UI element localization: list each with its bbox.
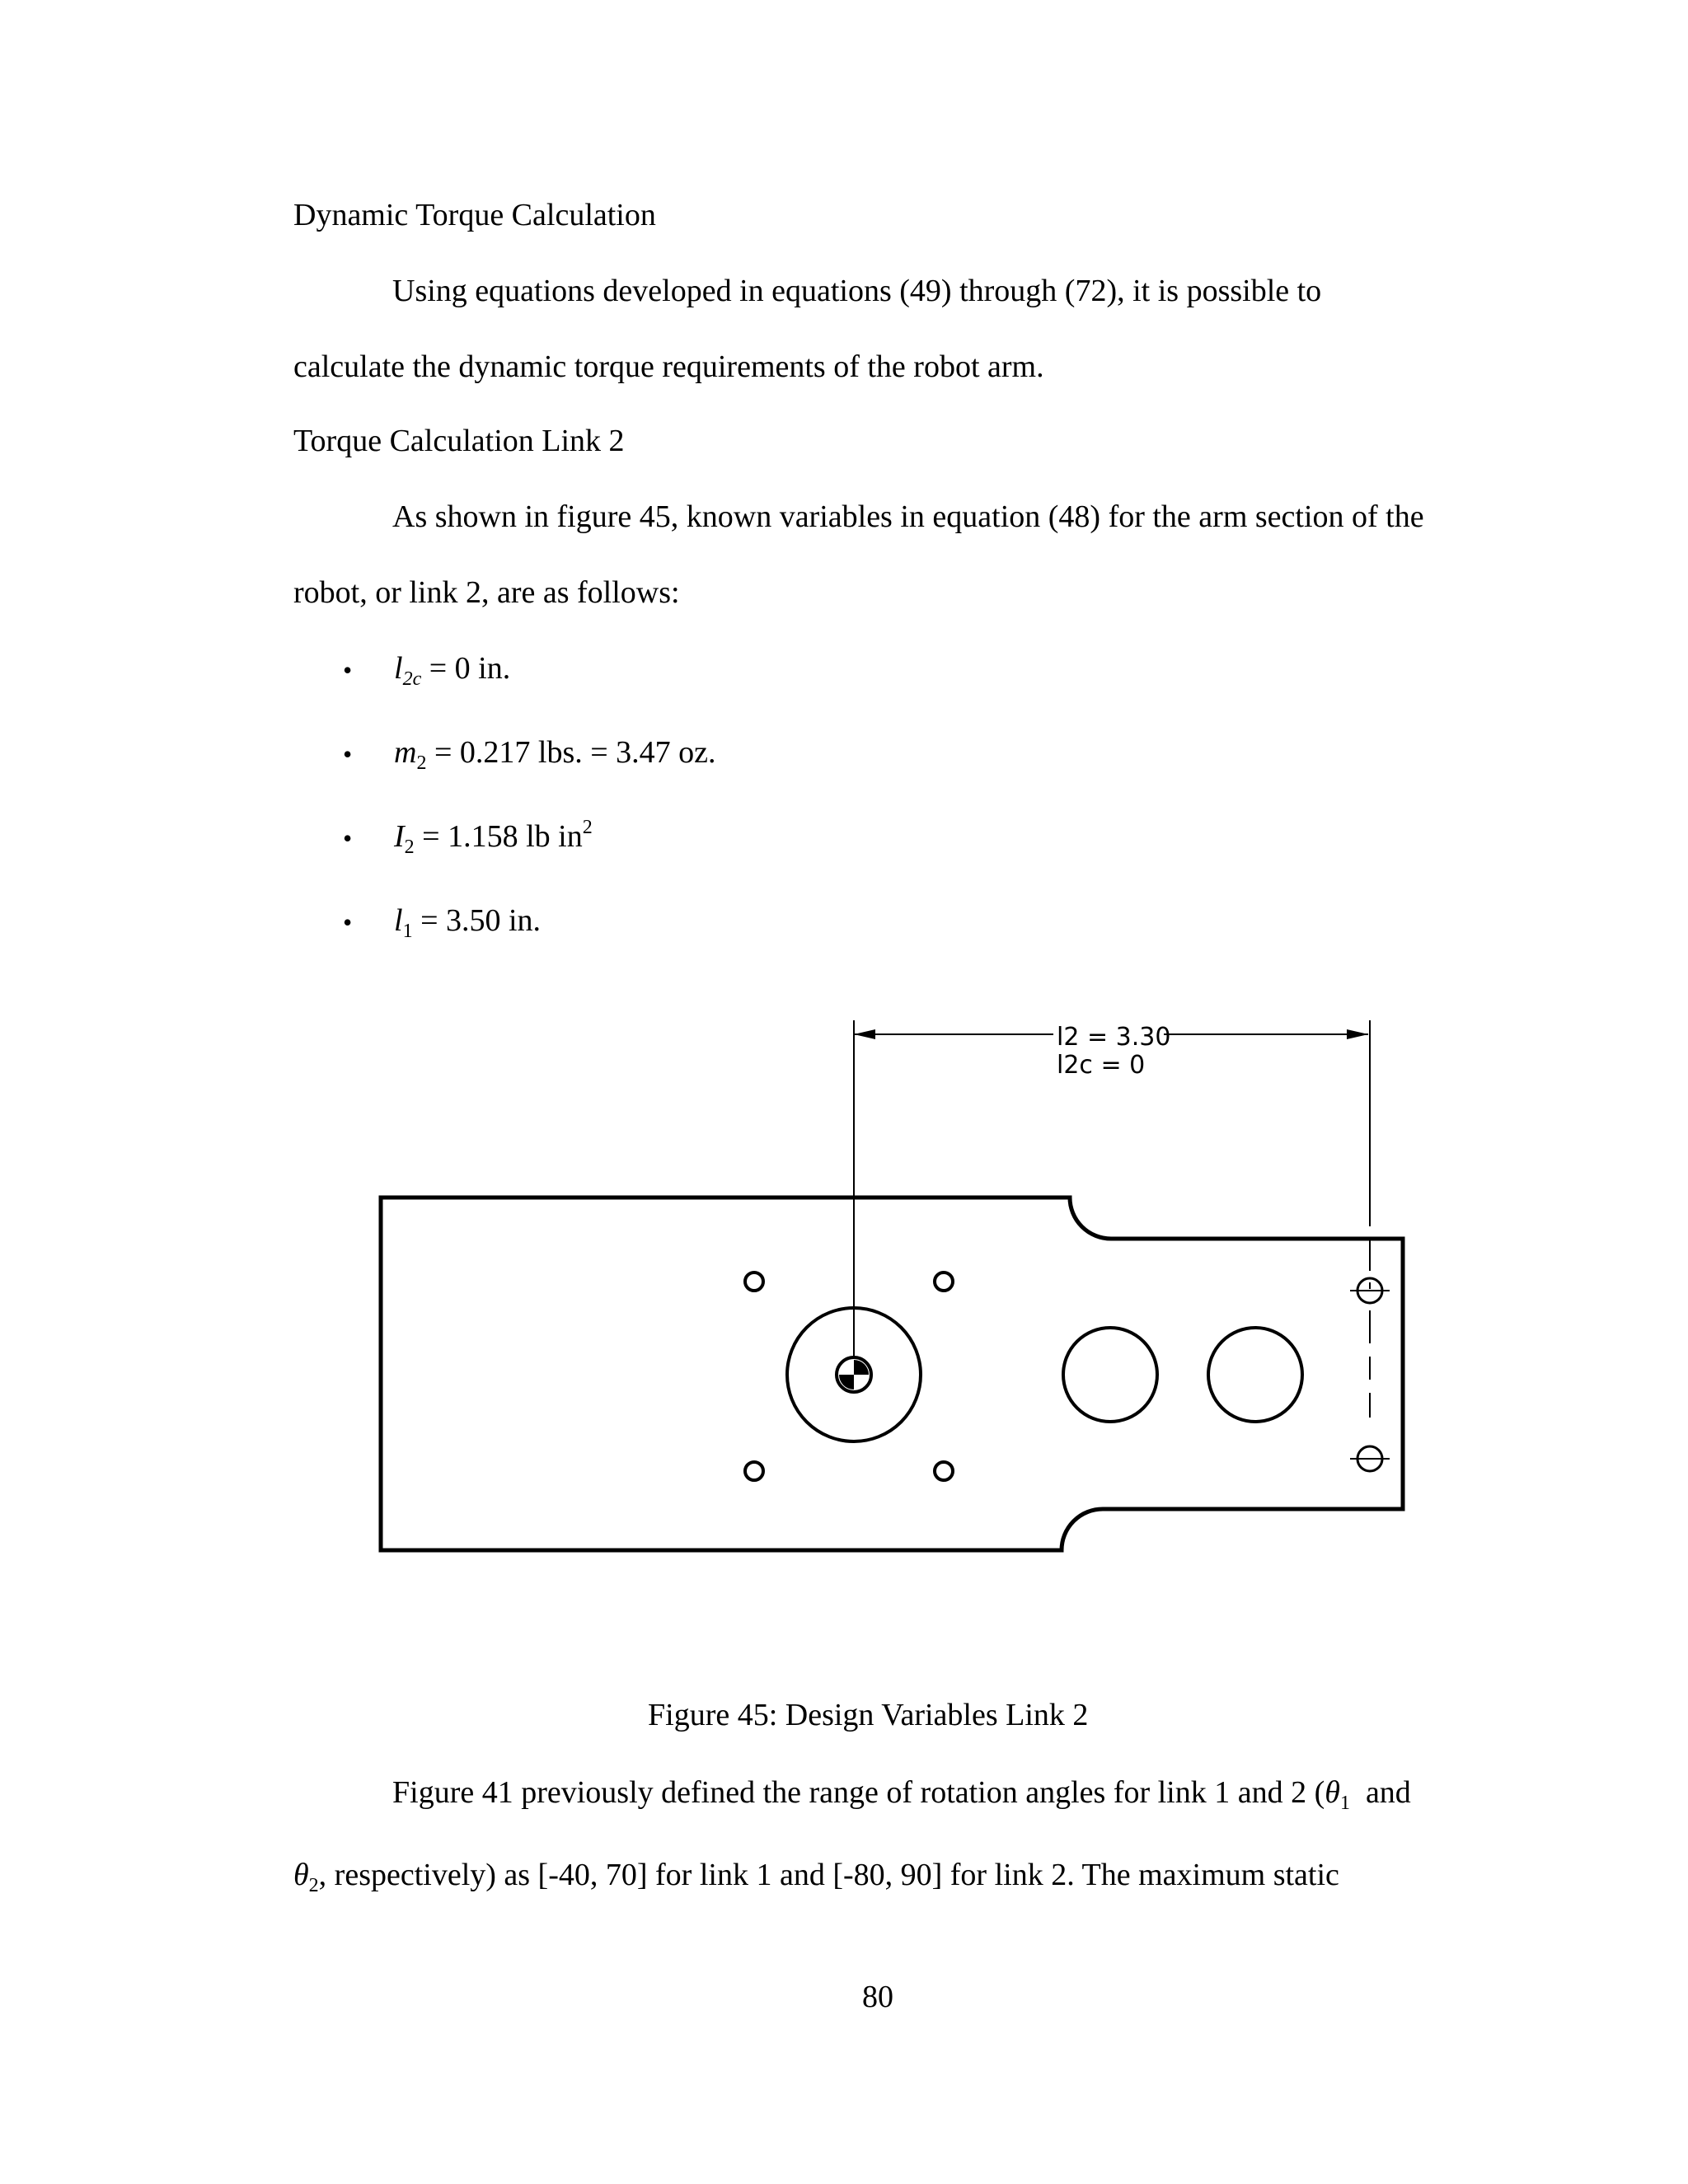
equation-subscript: 2 [404, 837, 415, 858]
paragraph-3-line-2 [293, 1856, 1339, 1894]
large-hole [1208, 1328, 1302, 1422]
bullet-marker: • [343, 907, 353, 937]
large-hole [1063, 1328, 1157, 1422]
equation-variable: m [394, 735, 417, 770]
page-number: 80 [862, 1980, 893, 2014]
bullet-marker: • [343, 655, 353, 685]
end-hole [1350, 1278, 1390, 1303]
equation-value: = 1.158 lb in [422, 819, 583, 854]
paragraph-2-line-2: robot, or link 2, are as follows: [293, 575, 680, 610]
equation-subscript: 2 [416, 752, 427, 774]
equation-value: = 0.217 lbs. = 3.47 oz. [434, 735, 716, 770]
paragraph-1-line-2: calculate the dynamic torque requirements of the robot arm. [293, 349, 1044, 384]
end-hole [1350, 1446, 1390, 1471]
mounting-hole [935, 1272, 953, 1291]
bullet-marker: • [343, 823, 353, 853]
equation-value: = 0 in. [429, 651, 511, 686]
dimension-label-length: l2 = 3.30 [1057, 1023, 1171, 1052]
bullet-marker: • [343, 739, 353, 769]
theta-variable: θ [1325, 1775, 1340, 1810]
figure-caption: Figure 45: Design Variables Link 2 [648, 1698, 1089, 1732]
mounting-hole [745, 1272, 763, 1291]
paragraph-2-line-1: As shown in figure 45, known variables in equation (48) for the arm section of the [392, 499, 1424, 534]
dimension-arrow-right [1347, 1029, 1368, 1039]
dimension-arrow-left [854, 1029, 875, 1039]
equation-value: = 3.50 in. [420, 903, 542, 938]
bullet-equation [394, 733, 716, 774]
paragraph-3-line-1 [392, 1774, 1411, 1814]
paragraph-3-text: and [1365, 1775, 1411, 1810]
bullet-equation [394, 817, 593, 858]
theta-subscript: 2 [308, 1875, 319, 1896]
paragraph-3-text: Figure 41 previously defined the range of rotation angles for link 1 and 2 ( [392, 1775, 1325, 1810]
bullet-equation [394, 902, 541, 940]
subheading: Torque Calculation Link 2 [293, 424, 625, 458]
equation-superscript: 2 [582, 817, 593, 838]
equation-variable: l [394, 903, 403, 938]
section-heading: Dynamic Torque Calculation [293, 198, 656, 232]
bullet-equation [394, 649, 511, 690]
theta-variable: θ [293, 1858, 309, 1892]
equation-variable: l [394, 651, 403, 686]
equation-subscript: 2c [402, 668, 422, 690]
theta-subscript: 1 [1339, 1793, 1350, 1814]
dimension-label-com: l2c = 0 [1057, 1051, 1146, 1080]
mounting-hole [745, 1462, 763, 1480]
equation-subscript: 1 [402, 921, 413, 942]
mounting-hole [935, 1462, 953, 1480]
paragraph-1-line-1: Using equations developed in equations (49) through (72), it is possible to [392, 274, 1322, 308]
link-outline [381, 1197, 1403, 1550]
link-2-technical-drawing [363, 1005, 1418, 1599]
paragraph-3-text: , respectively) as [-40, 70] for link 1 and [-80, 90] for link 2. The maximum static [318, 1858, 1339, 1892]
center-of-mass-symbol [837, 1357, 871, 1392]
equation-variable: I [394, 819, 405, 854]
